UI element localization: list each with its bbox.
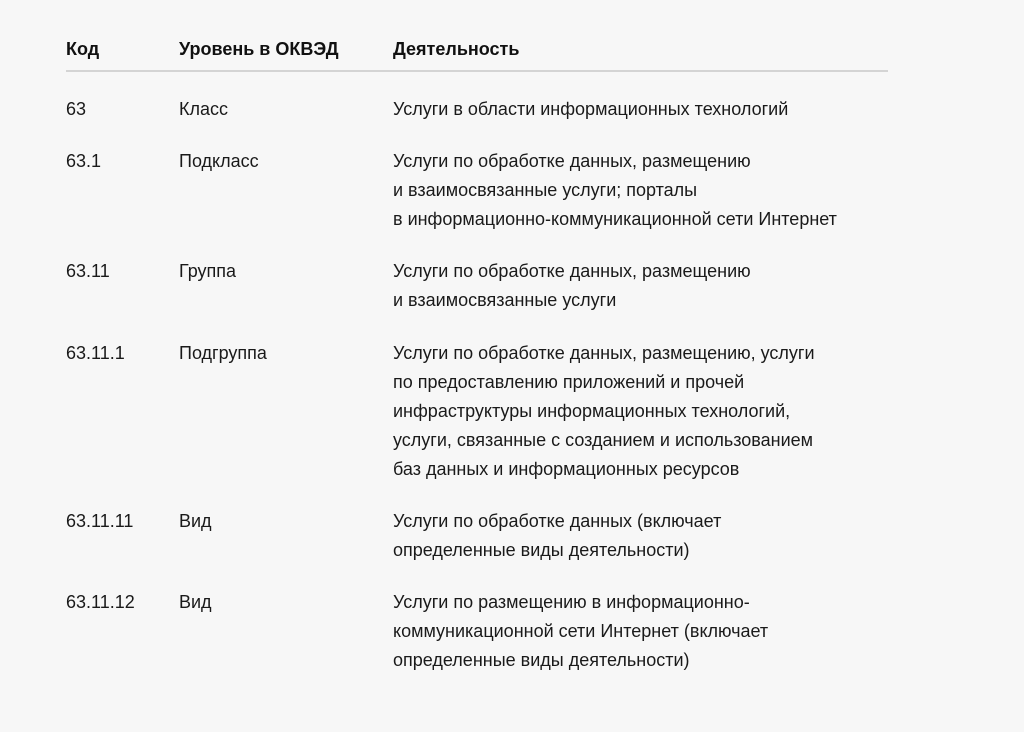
cell-level: Вид <box>179 511 212 531</box>
activity-line: услуги, связанные с созданием и использованием <box>393 430 814 450</box>
cell-activity <box>393 339 913 484</box>
cell-level: Класс <box>179 99 228 119</box>
cell-level: Подкласс <box>179 151 259 171</box>
activity-line: определенные виды деятельности) <box>393 650 690 670</box>
activity-line: в информационно-коммуникационной сети Интернет <box>393 209 837 229</box>
activity-line: инфраструктуры информационных технологий, <box>393 401 791 421</box>
header-code: Код <box>66 39 100 59</box>
cell-activity <box>393 507 913 565</box>
activity-line: баз данных и информационных ресурсов <box>393 459 740 479</box>
activity-line: Услуги по размещению в информационно- <box>393 592 750 612</box>
activity-line: Услуги по обработке данных, размещению <box>393 261 751 281</box>
activity-line: определенные виды деятельности) <box>393 540 690 560</box>
activity-line: по предоставлению приложений и прочей <box>393 372 745 392</box>
cell-level: Вид <box>179 592 212 612</box>
okved-table <box>66 0 888 670</box>
cell-activity <box>393 257 913 315</box>
cell-level: Подгруппа <box>179 343 267 363</box>
cell-code: 63.11.11 <box>66 511 134 531</box>
cell-code: 63.11.1 <box>66 343 125 363</box>
cell-level: Группа <box>179 261 237 281</box>
activity-line: коммуникационной сети Интернет (включает <box>393 621 769 641</box>
activity-line: Услуги по обработке данных (включает <box>393 511 722 531</box>
header-level: Уровень в ОКВЭД <box>179 39 339 59</box>
cell-activity <box>393 588 913 675</box>
activity-line: Услуги по обработке данных, размещению, услуги <box>393 343 815 363</box>
header-activity: Деятельность <box>393 39 520 59</box>
activity-line: Услуги по обработке данных, размещению <box>393 151 751 171</box>
cell-code: 63.1 <box>66 151 102 171</box>
table-header-row <box>66 0 888 72</box>
cell-code: 63.11 <box>66 261 110 281</box>
activity-line: и взаимосвязанные услуги <box>393 290 617 310</box>
activity-line: Услуги в области информационных технологий <box>393 99 789 119</box>
cell-code: 63 <box>66 99 87 119</box>
cell-activity <box>393 147 913 234</box>
cell-activity <box>393 95 913 124</box>
activity-line: и взаимосвязанные услуги; порталы <box>393 180 698 200</box>
cell-code: 63.11.12 <box>66 592 135 612</box>
